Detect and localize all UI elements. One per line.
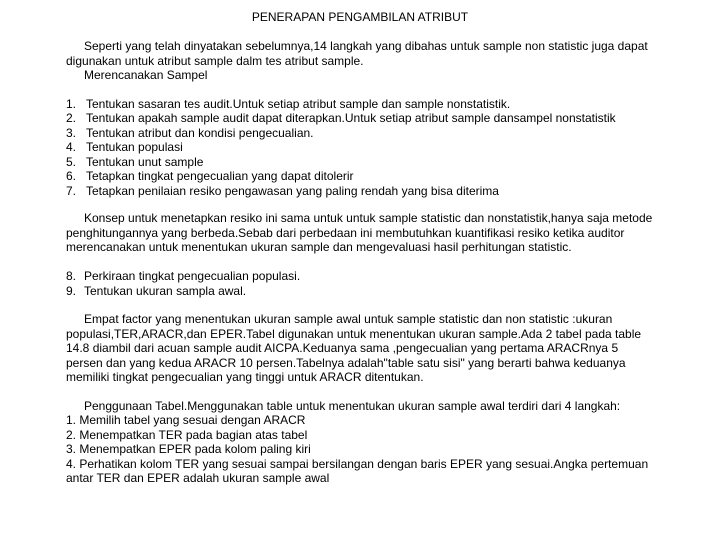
table-step: 2. Menempatkan TER pada bagian atas tabel: [66, 428, 308, 442]
paragraph-3-line: memiliki tingkat pengecualian yang tinggi untuk ARACR ditentukan.: [66, 370, 424, 384]
list-item: Tetapkan penilaian resiko pengawasan yang paling rendah yang bisa diterima: [86, 184, 499, 198]
list-item: Tentukan ukuran sampla awal.: [84, 284, 247, 298]
list-item-number: 2.: [66, 111, 77, 125]
list-item-number: 3.: [66, 126, 77, 140]
list-item: Tentukan atribut dan kondisi pengecualian.: [86, 126, 314, 140]
paragraph-1-line: Seperti yang telah dinyatakan sebelumnya,14 langkah yang dibahas untuk sample non statistic juga dapat: [84, 39, 648, 53]
paragraph-3-line: persen dan yang kedua ARACR 10 persen.Tabelnya adalah"table satu sisi" yang berarti bahwa keduanya: [66, 356, 626, 370]
table-step: antar TER dan EPER adalah ukuran sample awal: [66, 471, 330, 485]
list-item: Tentukan populasi: [86, 140, 183, 154]
table-step: 1. Memilih tabel yang sesuai dengan ARACR: [66, 413, 306, 427]
list-item: Tentukan apakah sample audit dapat diterapkan.Untuk setiap atribut sample dansampel nonstatistik: [86, 111, 616, 125]
paragraph-1-line: Merencanakan Sampel: [84, 68, 208, 82]
list-item-number: 9.: [66, 284, 77, 298]
paragraph-1-line: digunakan untuk atribut sample dalm tes atribut sample.: [66, 54, 364, 68]
paragraph-2-line: Konsep untuk menetapkan resiko ini sama untuk untuk sample statistic dan nonstatistik,hanya saja metode: [84, 211, 653, 225]
list-item-number: 5.: [66, 155, 77, 169]
list-item: Perkiraan tingkat pengecualian populasi.: [84, 269, 301, 283]
list-item-number: 6.: [66, 169, 77, 183]
paragraph-3-line: 14.8 diambil dari acuan sample audit AICPA.Keduanya sama ,pengecualian yang pertama ARACRnya 5: [66, 341, 619, 355]
table-step: 4. Perhatikan kolom TER yang sesuai sampai bersilangan dengan baris EPER yang sesuai.Angka pertemuan: [66, 457, 649, 471]
paragraph-2-line: merencanakan untuk menentukan ukuran sample dan mengevaluasi hasil perhitungan statistic.: [66, 240, 572, 254]
list-item-number: 8.: [66, 269, 77, 283]
list-item-number: 1.: [66, 97, 77, 111]
paragraph-2-line: penghitungannya yang berbeda.Sebab dari perbedaan ini membutuhkan kuantifikasi resiko ketika auditor: [66, 226, 625, 240]
list-item: Tentukan sasaran tes audit.Untuk setiap atribut sample dan sample nonstatistik.: [86, 97, 511, 111]
page-title: PENERAPAN PENGAMBILAN ATRIBUT: [251, 10, 469, 24]
paragraph-4-intro: Penggunaan Tabel.Menggunakan table untuk menentukan ukuran sample awal terdiri dari 4 langkah:: [84, 399, 621, 413]
list-item: Tetapkan tingkat pengecualian yang dapat ditolerir: [86, 169, 354, 183]
list-item-number: 7.: [66, 184, 77, 198]
list-item: Tentukan unut sample: [86, 155, 204, 169]
paragraph-3-line: populasi,TER,ARACR,dan EPER.Tabel digunakan untuk menentukan ukuran sample.Ada 2 tabel pada table: [66, 327, 642, 341]
paragraph-3-line: Empat factor yang menentukan ukuran sample awal untuk sample statistic dan non statistic :ukuran: [84, 312, 613, 326]
list-item-number: 4.: [66, 140, 77, 154]
table-step: 3. Menempatkan EPER pada kolom paling kiri: [66, 442, 311, 456]
